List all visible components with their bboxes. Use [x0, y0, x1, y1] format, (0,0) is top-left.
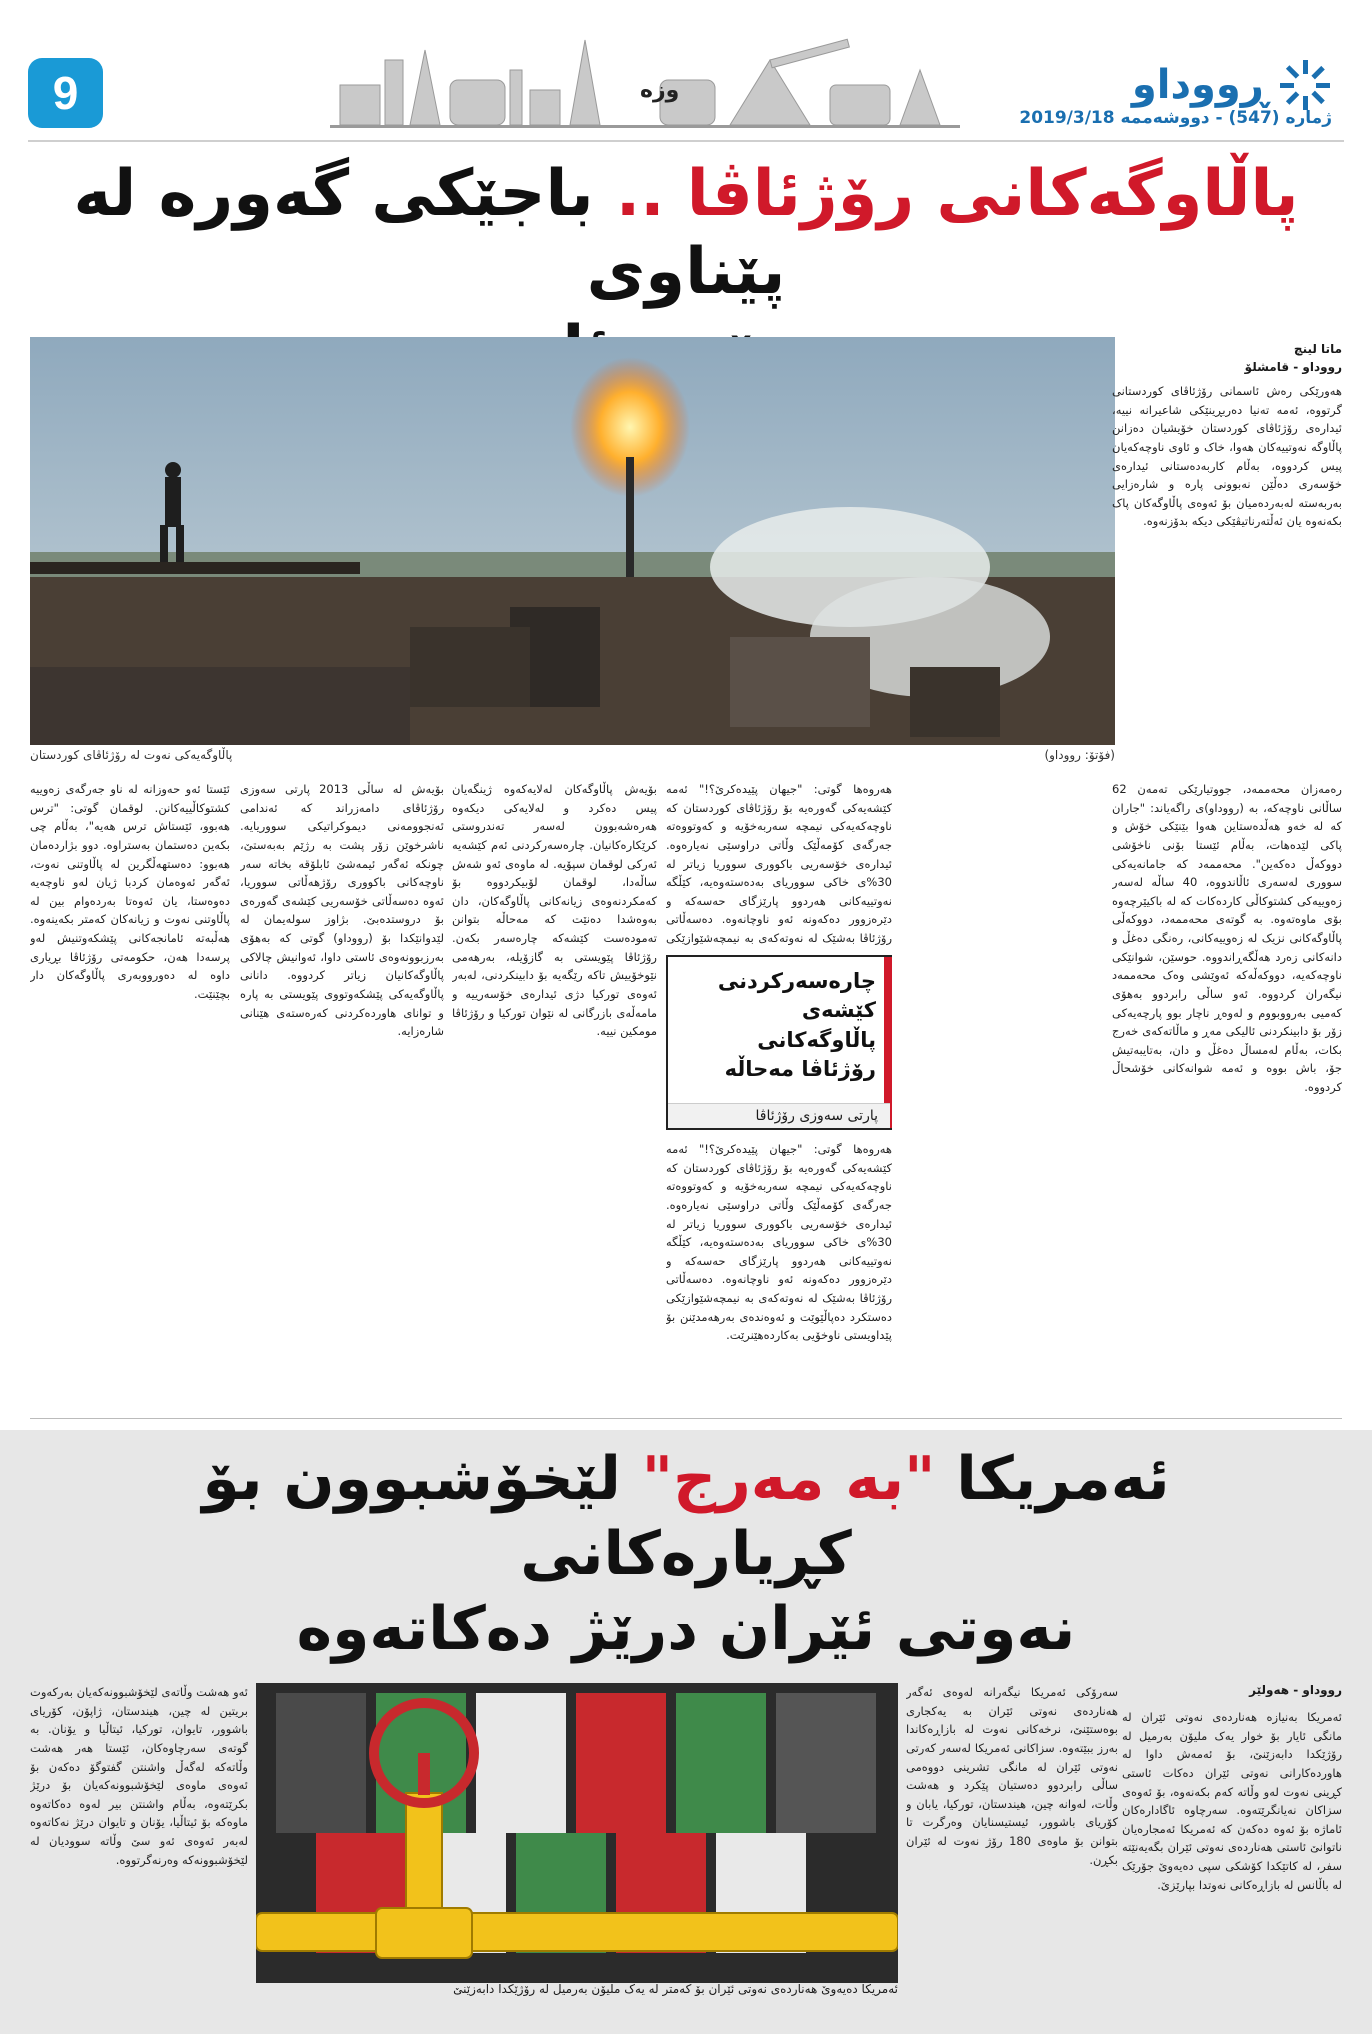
quote-title: چارەسەرکردنی کێشەی پاڵاوگەکانی رۆژئاڤا مەحاڵە — [717, 969, 876, 1082]
refinery-photo — [30, 337, 1115, 745]
headline2-red: "بە مەرج" — [641, 1444, 936, 1514]
article1-col2: هەروەها گوتی: "جیهان پێیدەکرێ؟!" ئەمە کێشەیەکی گەورەیە بۆ رۆژئاڤای کوردستان کە ناوچەکەیەکی نیمچە سەربەخۆیە و کەوتووەتە جەرگەی کۆمەڵێک وڵاتی دراوسێی نەیارەوە. ئیدارەی خۆسەریی باکووری سووریا زیاتر لە 30%ی خاکی سووریای بەدەستەوەیە، کێڵگە نەوتییەکانی هەردوو پارێزگای حەسەکە و دێرەزوور دەکەونە ئەو ناوچانەوە. دەسەڵاتی رۆژئاڤا بەشێک لە نەوتەکەی بە نیمچەشێوازێکی — [666, 782, 892, 945]
article2-col-right: ئەمریکا بەنیازە هەناردەی نەوتی ئێران لە مانگی ئایار بۆ خوار یەک ملیۆن بەرمیل لە رۆژێکدا دابەزێنێ، بۆ ئەمەش داوا لە هاوردەکارانی نەوتی ئێران دەکات ئاستی کڕینی نەوت لەو وڵاتە کەم بکەنەوە، بۆ ئەوەی سزاکان نەیانگرێتەوە. سەرچاوە ئاگادارەکان ئاماژە بۆ ئەوە دەکەن کە ئەمریکا ئەمجارەیان ناتوانێ ئاستی هەناردەی نەوتی ئێران بگەیەنێتە سفر، لە کاتێکدا کۆشکی سپی دەیەوێ جۆرێک لە باڵانس لە بازاڕەکانی نەوتدا بپارێزێ. — [1122, 1710, 1342, 1892]
author-location: رووداو - قامشلۆ — [1244, 360, 1342, 374]
header-divider — [28, 140, 1344, 142]
article-divider — [30, 1418, 1342, 1419]
logo-text: ڕووداو — [1131, 62, 1268, 108]
article2-headline — [30, 1442, 1342, 1667]
headline1-red: پاڵاوگەکانی رۆژئاڤا .. — [615, 157, 1299, 231]
article1-lead: هەورێکی رەش ئاسمانی رۆژئاڤای کوردستانی گرتووە، ئەمە تەنیا دەربڕینێکی شاعیرانە نییە، ئیدارەی رۆژئاڤای کوردستان خۆیشیان دەزانن پاڵاوگە نەوتییەکان هەوا، خاک و ئاوی ناوچەکەیان پیس کردووە، بەڵام کاربەدەستانی ئیدارەی خۆسەری دەڵێن نەبوونی پارە و شارەزایی بەربەستە لەبەردەمیان بۆ ئەوەی پاڵاوگەکان پاک بکەنەوە یان ئەڵتەرناتیڤێکی دیکە بدۆزنەوە. — [1112, 384, 1342, 529]
author-name: ماتا لینچ — [1293, 342, 1342, 356]
article2-col-mid: سەرۆکی ئەمریکا نیگەرانە لەوەی ئەگەر هەناردەی نەوتی ئێران بە یەکجاری بوەستێنێ، نرخەکانی نەوت لە بازاڕەکاندا بەرز ببێتەوە. سزاکانی ئەمریکا لەسەر کەرتی نەوتی ئێران لە مانگی تشرینی دووەمی ساڵی رابردوو دەستیان پێکرد و هەشت وڵات، لەوانە چین، هیندستان، تورکیا، یابان و کۆریای باشوور، ئیستیسنایان وەرگرت تا بتوانن بۆ ماوەی 180 رۆژ نەوت لە ئێران بکڕن. — [906, 1685, 1118, 1867]
article1-col1: رەمەزان محەممەد، جووتیارێکی تەمەن 62 ساڵانی ناوچەکە، بە (رووداو)ی راگەیاند: "جاران کە لە خەو هەڵدەستاین هەوا بێنێکی خۆش و پاکی لێدەهات، بەڵام ئێستا بۆنی ناخۆشی دووکەڵ دەکەین". محەممەد کە جامانەیەکی سووری لەسەری ئاڵاندووە، 40 ساڵە لەسەر زەوییەکی کشتوکاڵی کاردەکات کە لە باکیێرچەوە بۆی ماوەتەوە. بە گوتەی محەممەد، دووکەڵی پاڵاوگەکانی نزیک لە زەوییەکانی، رەنگی دەغڵ و دانەکانی زەرد هەڵگەڕاندووە. حوسێن، شوانێکی ناوچەکەیە، دووکەڵەکە ئەوێشی وەک محەممەد نیگەران کردووە. ئەو ساڵی رابردوو بەهۆی کەمیی بەرووبووم و لەوەڕ ناچار بوو پارچەیەکی زۆر بۆ دابینکردنی ئالیکی مەڕ و ماڵاتەکەی خەرج بکات، بەڵام لەمساڵ دەغڵ و دان، بەتایبەتیش جۆ، باش بووە و ئەمە شوانەکانی خۆشحاڵ کردووە. — [1112, 782, 1342, 1094]
issue-info: ژمارە (547) - دووشەممە 2019/3/18 — [1019, 108, 1332, 128]
article1-col5: ئێستا ئەو حەوزانە لە ناو جەرگەی زەوییە کشتوکاڵییەکانن. لوقمان گوتی: "ترس هەبوو، ئێستاش ترس هەیە"، بەڵام چی بکەین دەستمان بەستراوە. دوو بژاردەمان هەبوو: دەستهەڵگرین لە پاڵاوتنی نەوت، ئەگەر ئەوەمان کردبا ژیان لەو ناوچەیە دەوەستا، یان ئەوەتا بەردەوام بین لە پاڵاوتنی نەوت و زیانەکان کەمتر بکەینەوە. هەڵبەتە ئامانجەکانی پێشکەوتنیش لەو پرسەدا هەن، حکومەتی رۆژئاڤا بڕیاری داوە لە دەورووبەری پاڵاوگەکان دار بچێنێت. — [30, 782, 230, 1001]
quote-author: پارتی سەوزی رۆژئاڤا — [668, 1103, 890, 1128]
section-name: وزە — [640, 78, 680, 103]
headline2-line2: نەوتی ئێران درێژ دەکاتەوە — [296, 1594, 1076, 1664]
article1-col3: بۆیەش پاڵاوگەکان لەلایەکەوە ژینگەیان پیس دەکرد و لەلایەکی دیکەوە هەرەشەبوون لەسەر تەندروستی کرێکارەکانیان. چارەسەرکردنی ئەم کێشەیە ئەرکی لوقمان سپۆیە. لە ماوەی ئەو شەش ساڵەدا، لوقمان لۆبیکردووە بۆ کەمکردنەوەی زیانەکانی پاڵاوگەکان، دان بەوەشدا دەنێت کە مەحاڵە بتوانن تەمودەست کێشەکە چارەسەر بکەن. رۆژئاڤا پێویستی بە گازۆیلە، بەرهەمی نێوخۆییش تاکە رێگەیە بۆ دابینکردنی، لەبەر ئەوەی تورکیا دژی ئیدارەی خۆسەرییە و مامەڵەی بازرگانی لە نێوان تورکیا و رۆژئاڤا مومکین نییە. — [452, 782, 657, 1039]
article1-byline — [1112, 340, 1342, 376]
photo2-caption: ئەمریکا دەیەوێ هەناردەی نەوتی ئێران بۆ کەمتر لە یەک ملیۆن بەرمیل لە رۆژێکدا دابەزێنێ — [453, 1982, 898, 1996]
logo-burst-icon — [1278, 58, 1332, 112]
article2-col-left: ئەو هەشت وڵاتەی لێخۆشبوونەکەیان بەرکەوت بریتین لە چین، هیندستان، ژاپۆن، کۆریای باشوور، تایوان، تورکیا، ئیتاڵیا و یۆنان. بە گوتەی سەرچاوەکان، ئێستا هەر هەشت وڵاتەکە لەگەڵ واشنتن گفتوگۆ دەکەن بۆ ئەوەی ماوەی لێخۆشبوونەکەیان بۆ درێژ بکرێتەوە، بەڵام واشنتن بیر لەوە دەکاتەوە ماوەکە بۆ ئیتاڵیا، یۆنان و تایوان درێژ نەکاتەوە لەبەر ئەوەی ئەو سێ وڵاتە سوودیان لە لێخۆشبوونەکە وەرنەگرتووە. — [30, 1685, 248, 1867]
headline2-part-b: لێخۆشبوون بۆ کڕیارەکانی — [202, 1444, 852, 1589]
photo1-credit: (فۆتۆ: رووداو) — [1044, 748, 1115, 762]
headline1-black: باجێکی گەورە لە پێناوی — [73, 157, 786, 310]
rudaw-logo[interactable] — [1132, 58, 1332, 112]
article2-byline: رووداو - هەولێر — [1249, 1683, 1342, 1697]
page-header — [0, 0, 1372, 145]
article1-col2b: هەروەها گوتی: "جیهان پێیدەکرێ؟!" ئەمە کێشەیەکی گەورەیە بۆ رۆژئاڤای کوردستان کە ناوچەکەیەکی نیمچە سەربەخۆیە و کەوتووەتە جەرگەی کۆمەڵێک وڵاتی دراوسێی نەیارەوە. ئیدارەی خۆسەریی باکووری سووریا زیاتر لە 30%ی خاکی سووریای بەدەستەوەیە، کێڵگە نەوتییەکانی هەردوو پارێزگای حەسەکە و دێرەزوور دەکەونە ئەو ناوچانەوە. دەسەڵاتی رۆژئاڤا بەشێک لە نەوتەکەی بە نیمچەشێوازێکی دەستکرد دەپاڵێوێت و ئەوەندەی بەرهەمدێنن بۆ پێداویستی ناوخۆیی بەکاردەهێنرێت. — [666, 1142, 892, 1343]
headline2-part-a: ئەمریکا — [935, 1444, 1170, 1514]
photo1-caption: پاڵاوگەیەکی نەوت لە رۆژئاڤای کوردستان — [30, 748, 233, 762]
pull-quote — [666, 955, 892, 1130]
photo1-caption-row — [30, 748, 1115, 768]
page-number: 9 — [28, 58, 103, 128]
article1-col4: بۆیەش لە ساڵی 2013 پارتی سەوزی رۆژئاڤای دامەزراند کە ئەندامی ئەنجوومەنی دیموکراتیکی سووریایە. ناشرخوێن زۆر پشت بە رژێم بەبەستێ، چونکە ئەگەر ئیمەشێ ئابلۆقە بخاتە سەر ناوچەکانی باکووری رۆژهەڵاتی سووریا، ئەوە دەسەڵاتی خۆسەریی کێشەی گەورەی بۆ دروستدەبێ. بژاوز سولەیمان لە لێدوانێکدا بۆ (رووداو) گوتی کە بەهۆی بەرزبوونەوەی ئاستی داوا، ئەوانیش چالاکی پاڵاوگەکانیان زیاتر کردووە. دانانی پاڵاوگەیەکی پێشکەوتووی پێویستی بە پارە و توانای هاوردەکردنی کەرەستەی هێنانی شارەزایە. — [240, 782, 444, 1039]
